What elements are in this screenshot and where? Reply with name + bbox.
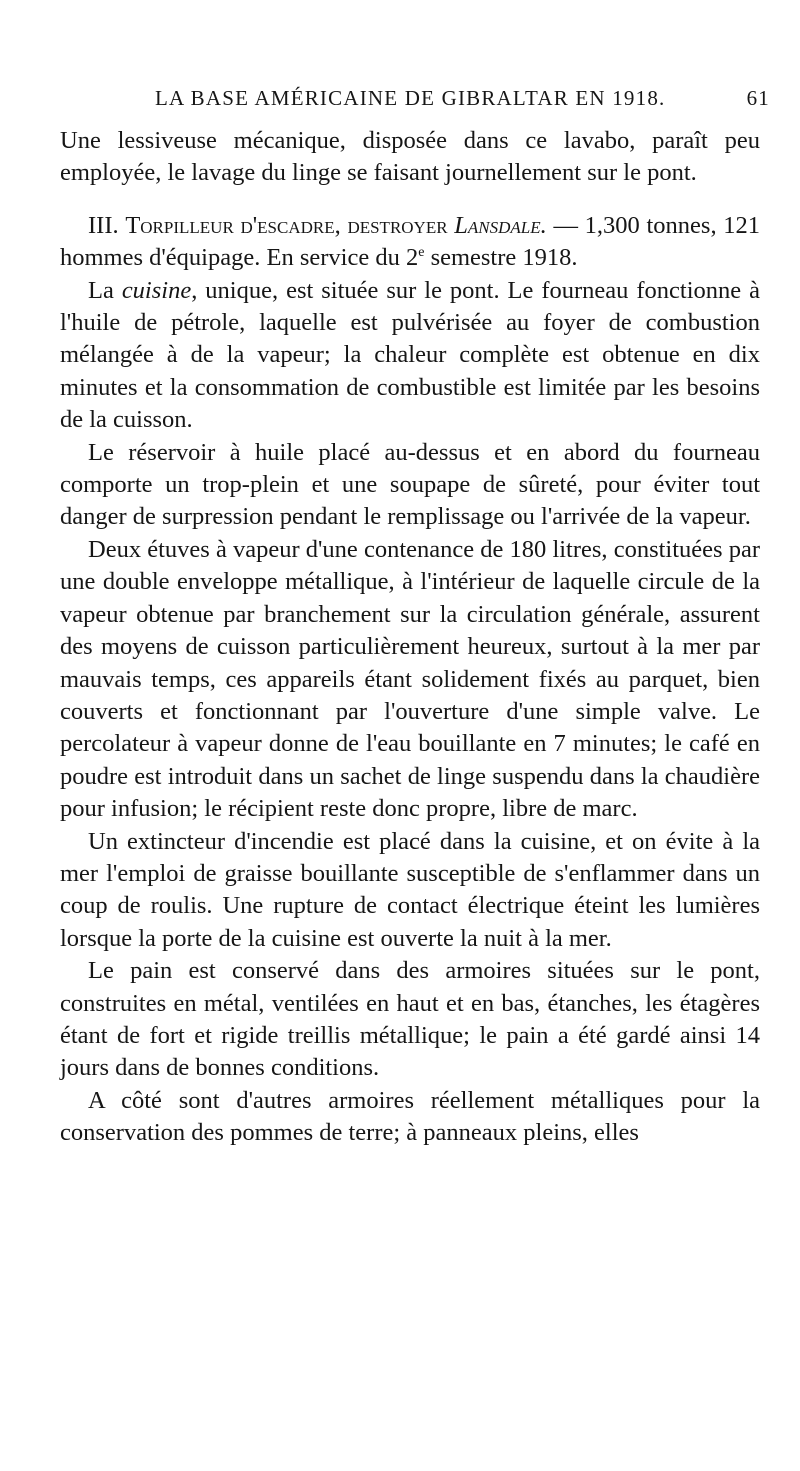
cuisine-lead: La [88, 276, 122, 304]
ship-service-date: semestre 1918. [424, 244, 578, 272]
paragraph-etuves: Deux étuves à vapeur d'une contenance de 180 litres, constituées par une double enveloppe métallique, à l'intérieur de laquelle circule de la vapeur obtenue par branchement sur la circulation générale, assurent des moyens de cuisson particulièrement heureux, surtout à la mer par mauvais temps, ces appareils étant solidement fixés au parquet, bien couverts et fonctionnant par l'ouverture d'une simple valve. Le percolateur à vapeur donne de l'eau bouillante en 7 minutes; le café en poudre est introduit dans un sachet de linge suspendu dans la chaudière pour infusion; le récipient reste donc propre, libre de marc. [60, 535, 760, 823]
page-number: 61 [746, 86, 770, 110]
cuisine-term: cuisine [121, 276, 192, 304]
body-text [60, 125, 760, 1150]
paragraph-cuisine [60, 275, 760, 437]
cuisine-text: , unique, est située sur le pont. Le fourneau fonctionne à l'huile de pétrole, laquelle est pulvérisée au foyer de combustion mélangée à de la vapeur; la chaleur complète est obtenue en dix minutes et la consommation de combustible est limitée par les besoins de la cuisson. [60, 276, 761, 434]
paragraph-extincteur: Un extincteur d'incendie est placé dans la cuisine, et on évite à la mer l'emploi de graisse bouillante susceptible de s'enflammer dans un coup de roulis. Une rupture de contact électrique éteint les lumières lorsque la porte de la cuisine est ouverte la nuit à la mer. [60, 827, 760, 952]
paragraph-pain: Le pain est conservé dans des armoires situées sur le pont, construites en métal, ventilées en haut et en bas, étanches, les étagères étant de fort et rigide treillis métallique; le pain a été gardé ainsi 14 jours dans de bonnes conditions. [60, 957, 760, 1082]
ordinal-superscript: e [418, 245, 425, 261]
heading-dash: — [546, 211, 585, 239]
section-heading: Torpilleur d'escadre, destroyer [125, 211, 448, 239]
paragraph-reservoir: Le réservoir à huile placé au-dessus et en abord du fourneau comporte un trop-plein et une soupape de sûreté, pour éviter tout danger de surpression pendant le remplissage ou l'arrivée de la vapeur. [60, 438, 760, 531]
ship-name: Lansdale. [454, 211, 547, 239]
paragraph-lessiveuse: Une lessiveuse mécanique, disposée dans ce lavabo, paraît peu employée, le lavage du linge se faisant journellement sur le pont. [60, 127, 760, 187]
running-title: LA BASE AMÉRICAINE DE GIBRALTAR EN 1918. [155, 86, 666, 110]
running-header [155, 84, 770, 112]
ship-details: 1,300 tonnes, 121 hommes d'équipage. En service du 2 [60, 211, 761, 272]
paragraph-section-iii [60, 210, 760, 275]
section-number: III. [88, 211, 119, 239]
paragraph-armoires: A côté sont d'autres armoires réellement métalliques pour la conservation des pommes de terre; à panneaux pleins, elles [60, 1086, 760, 1147]
